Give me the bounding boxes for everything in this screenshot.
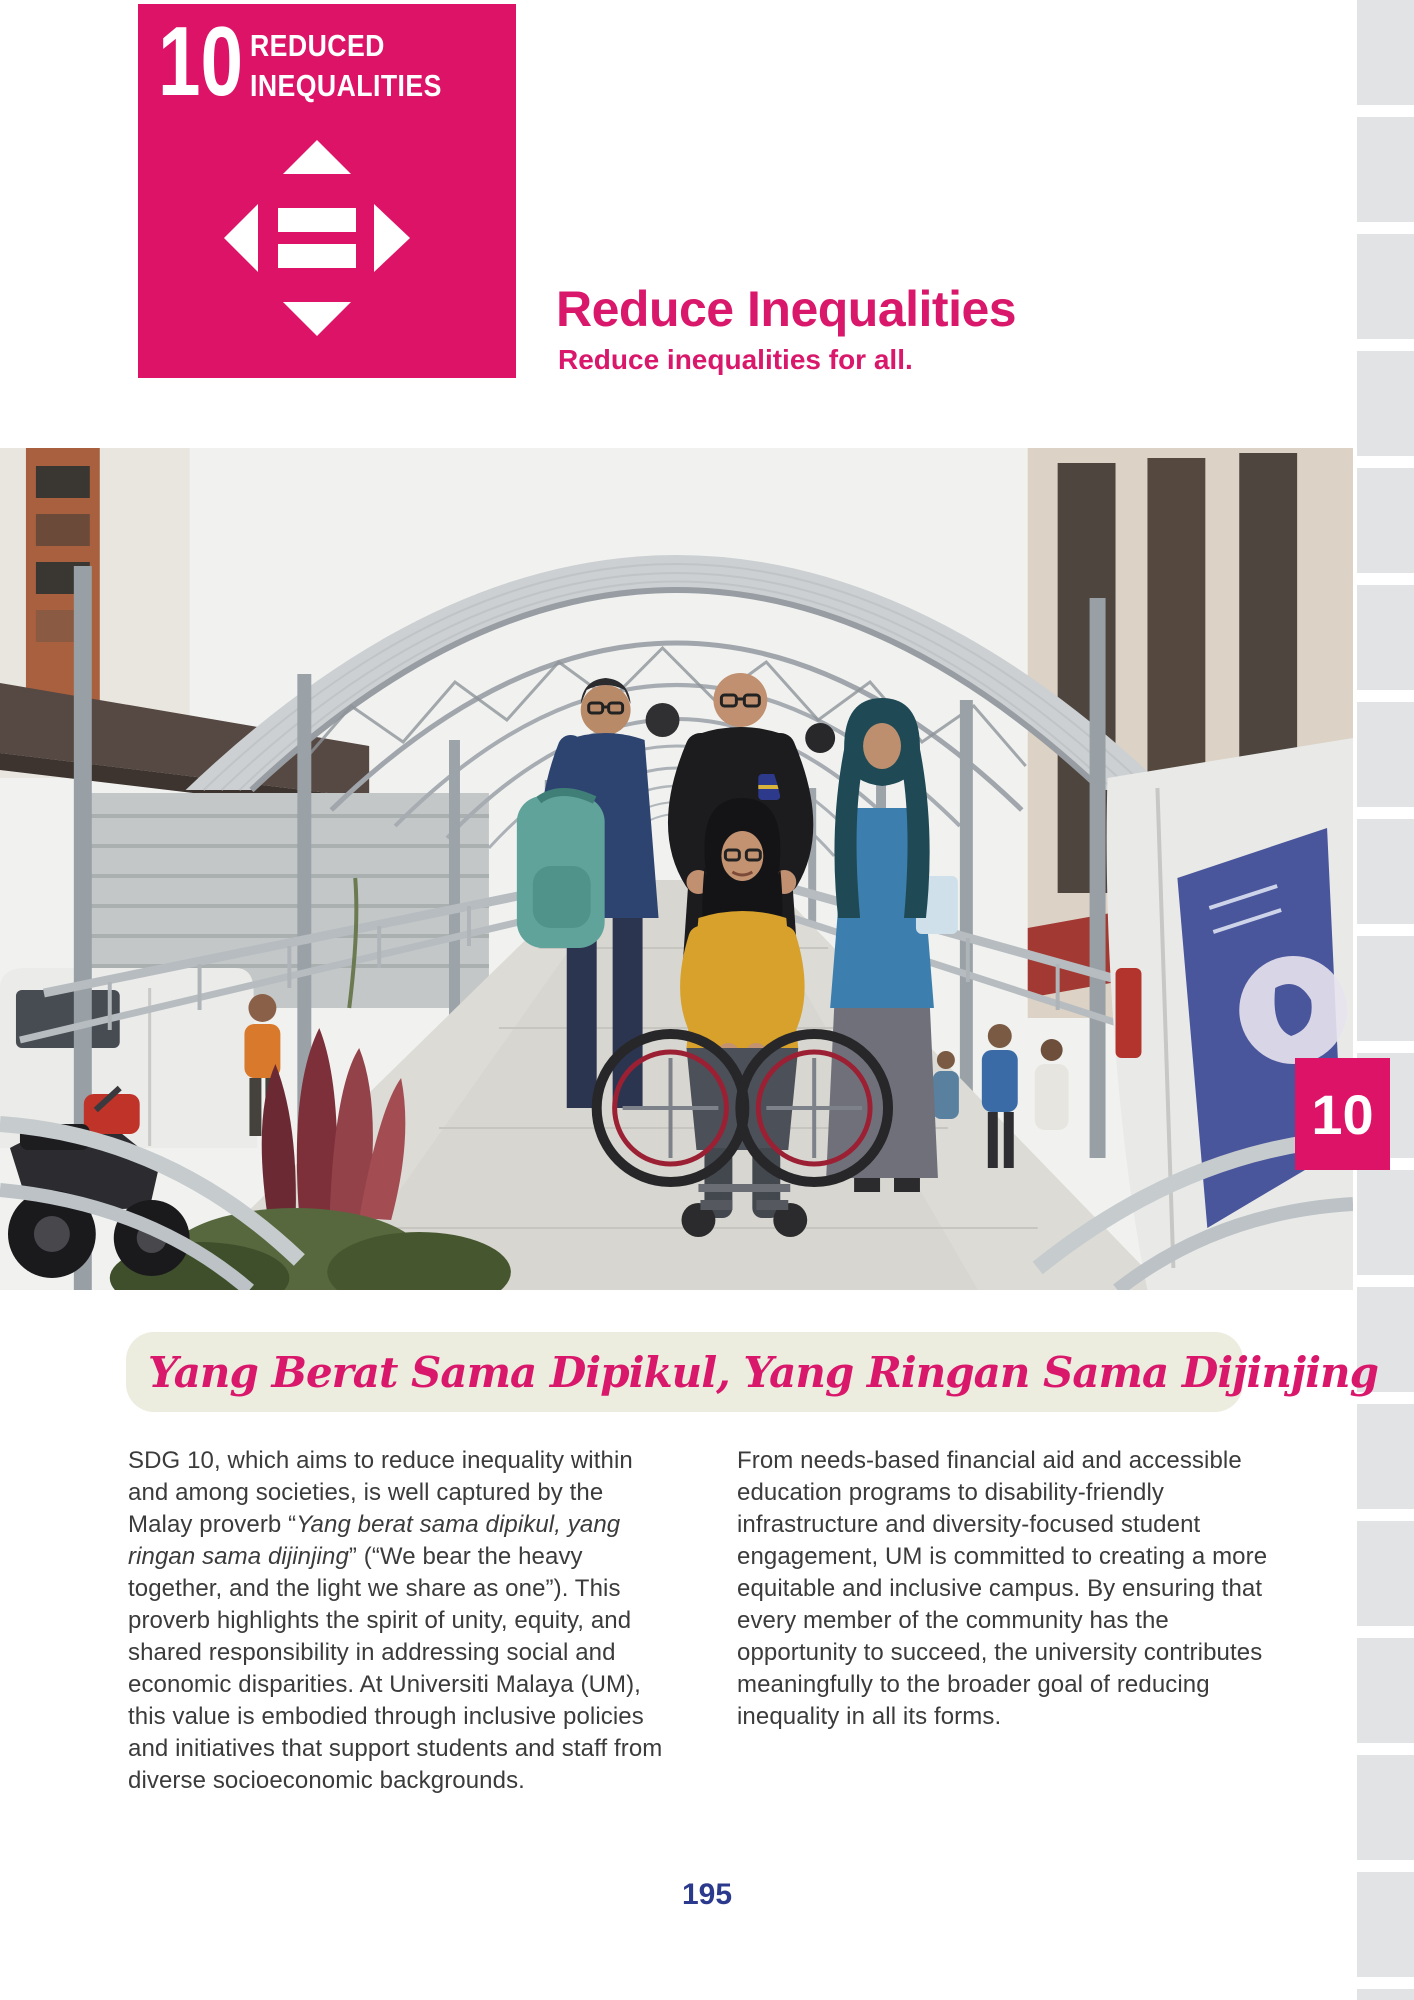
article-right-column: From needs-based financial aid and accessible education programs to disability-friendly infrastructure and diversity-focused student engagement, UM is committed to creating a more equitable and inclusive campus. By ensuring that every member of the community has the opportunity to succeed, the university contributes meaningfully to the broader goal of reducing inequality in all its forms. bbox=[737, 1447, 1268, 1730]
teal-backpack bbox=[517, 792, 605, 948]
right-tab-rail bbox=[1357, 0, 1414, 2000]
sdg-goal-name bbox=[250, 26, 442, 106]
sdg-goal-name-line2: INEQUALITIES bbox=[250, 68, 442, 103]
article-left-column bbox=[128, 1445, 668, 1797]
inequality-arrows-icon bbox=[222, 138, 412, 338]
walkway-photo bbox=[0, 448, 1353, 1290]
section-heading: Yang Berat Sama Dipikul, Yang Ringan Sama Dijinjing bbox=[148, 1347, 1378, 1397]
section-heading-pill bbox=[126, 1332, 1378, 1412]
sdg-goal-name-line1: REDUCED bbox=[250, 28, 385, 63]
sdg10-logo bbox=[138, 4, 516, 378]
left-column-lead: SDG 10, which aims to reduce inequality within and among societies, is well captured by the Malay proverb “ bbox=[128, 1447, 633, 1538]
page-title: Reduce Inequalities bbox=[556, 281, 1017, 337]
chapter-tab-10 bbox=[1295, 1058, 1390, 1170]
page-subtitle: Reduce inequalities for all. bbox=[558, 344, 913, 375]
chapter-tab-label: 10 bbox=[1311, 1082, 1374, 1146]
left-column-proverb: Yang berat sama dipikul, yang ringan sama dijinjing bbox=[128, 1511, 621, 1570]
sdg-goal-number: 10 bbox=[158, 6, 244, 116]
left-column-rest: ” (“We bear the heavy together, and the light we share as one”). This proverb highlights the spirit of unity, equity, and shared responsibility in addressing social and economic disparities. At Universiti Malaya (UM), this value is embodied through inclusive policies and initiatives that support students and staff from diverse socioeconomic backgrounds. bbox=[128, 1543, 663, 1794]
page-number: 195 bbox=[681, 1878, 733, 1911]
